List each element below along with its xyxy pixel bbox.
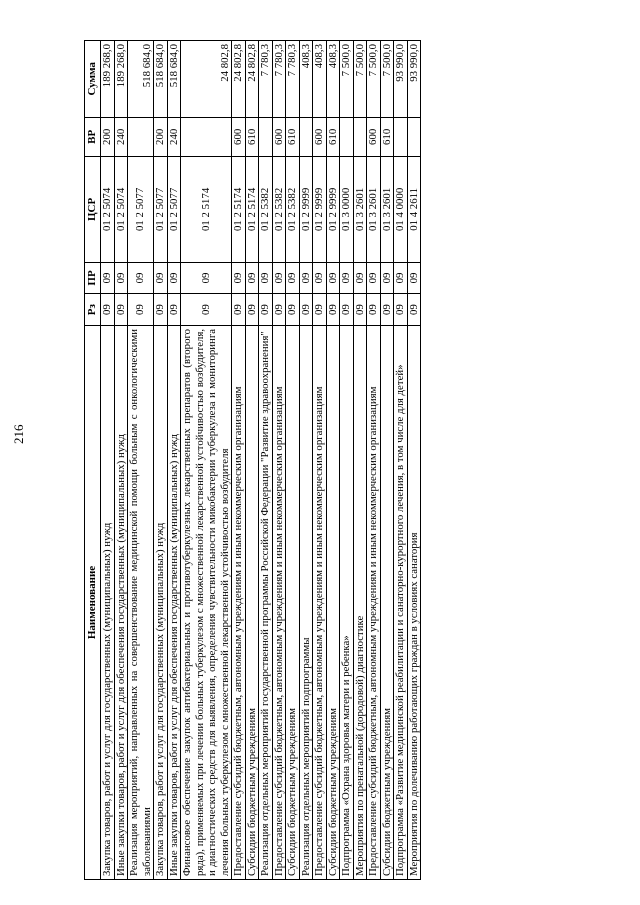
table-row	[367, 41, 381, 880]
cell-pr: 09	[407, 262, 421, 294]
cell-rz: 09	[286, 294, 300, 326]
cell-name: Субсидии бюджетным учреждениям	[245, 325, 259, 879]
cell-csr: 01 2 5382	[286, 157, 300, 263]
cell-csr: 01 2 5382	[272, 157, 286, 263]
table-row	[340, 41, 354, 880]
cell-vr: 600	[367, 117, 381, 157]
cell-rz: 09	[272, 294, 286, 326]
cell-pr: 09	[245, 262, 259, 294]
cell-name: Реализация мероприятий, направленных на совершенствование медицинской помощи больным с онкологическими заболеваниями	[128, 325, 154, 879]
col-header-pr: ПР	[85, 262, 101, 294]
cell-csr: 01 2 5077	[167, 157, 181, 263]
cell-csr: 01 2 9999	[299, 157, 313, 263]
cell-rz: 09	[114, 294, 128, 326]
cell-rz: 09	[326, 294, 340, 326]
cell-vr: 240	[167, 117, 181, 157]
table-row	[313, 41, 327, 880]
cell-vr: 200	[101, 117, 115, 157]
cell-vr: 610	[245, 117, 259, 157]
cell-pr: 09	[394, 262, 408, 294]
cell-name: Предоставление субсидий бюджетным, автономным учреждениям и иным некоммерческим организациям	[367, 325, 381, 879]
cell-name: Реализация отдельных мероприятий государственной программы Российской Федерации "Развитие здравоохранения"	[259, 325, 273, 879]
cell-sum: 24 802,8	[245, 41, 259, 118]
cell-vr: 200	[154, 117, 168, 157]
table-row	[380, 41, 394, 880]
cell-rz: 09	[181, 294, 232, 326]
cell-csr: 01 2 5174	[245, 157, 259, 263]
table-row	[114, 41, 128, 880]
rotated-page	[84, 40, 584, 880]
cell-rz: 09	[154, 294, 168, 326]
cell-name: Субсидии бюджетным учреждениям	[380, 325, 394, 879]
cell-csr: 01 2 5074	[101, 157, 115, 263]
cell-sum: 7 500,0	[380, 41, 394, 118]
cell-csr: 01 3 2601	[353, 157, 367, 263]
table-row	[232, 41, 246, 880]
table-row	[407, 41, 421, 880]
table-row	[272, 41, 286, 880]
cell-sum: 7 500,0	[367, 41, 381, 118]
cell-vr	[128, 117, 154, 157]
col-header-rz: Рз	[85, 294, 101, 326]
cell-sum: 24 802,8	[181, 41, 232, 118]
cell-pr: 09	[353, 262, 367, 294]
cell-vr	[259, 117, 273, 157]
cell-rz: 09	[394, 294, 408, 326]
cell-pr: 09	[181, 262, 232, 294]
cell-name: Мероприятия по пренатальной (дородовой) диагностике	[353, 325, 367, 879]
cell-csr: 01 2 5174	[181, 157, 232, 263]
cell-name: Субсидии бюджетным учреждениям	[326, 325, 340, 879]
cell-pr: 09	[114, 262, 128, 294]
cell-name: Финансовое обеспечение закупок антибактериальных и противотуберкулезных лекарственных препаратов (второго ряда), применяемых при лечении больных туберкулезом с множественной лекарственной устойчивостью возбудителя, и диагностических средств для выявления, определения чувствительности микобактерии туберкулеза и мониторинга лечения больных туберкулезом с множественной лекарственной устойчивостью возбудителя	[181, 325, 232, 879]
cell-sum: 408,3	[326, 41, 340, 118]
cell-pr: 09	[232, 262, 246, 294]
cell-name: Подпрограмма «Охрана здоровья матери и ребенка»	[340, 325, 354, 879]
cell-vr: 600	[272, 117, 286, 157]
cell-pr: 09	[299, 262, 313, 294]
cell-name: Предоставление субсидий бюджетным, автономным учреждениям и иным некоммерческим организациям	[313, 325, 327, 879]
cell-sum: 189 268,0	[114, 41, 128, 118]
cell-sum: 7 780,3	[259, 41, 273, 118]
cell-vr: 610	[286, 117, 300, 157]
table-row	[353, 41, 367, 880]
cell-csr: 01 2 9999	[313, 157, 327, 263]
cell-sum: 518 684,0	[154, 41, 168, 118]
cell-pr: 09	[313, 262, 327, 294]
cell-rz: 09	[245, 294, 259, 326]
cell-csr: 01 2 5077	[128, 157, 154, 263]
cell-name: Предоставление субсидий бюджетным, автономным учреждениям и иным некоммерческим организациям	[272, 325, 286, 879]
cell-rz: 09	[299, 294, 313, 326]
cell-rz: 09	[167, 294, 181, 326]
cell-rz: 09	[367, 294, 381, 326]
cell-pr: 09	[380, 262, 394, 294]
cell-vr: 600	[232, 117, 246, 157]
cell-sum: 7 780,3	[272, 41, 286, 118]
cell-rz: 09	[407, 294, 421, 326]
cell-name: Предоставление субсидий бюджетным, автономным учреждениям и иным некоммерческим организациям	[232, 325, 246, 879]
cell-pr: 09	[167, 262, 181, 294]
col-header-sum: Сумма	[85, 41, 101, 118]
table-row	[154, 41, 168, 880]
cell-name: Закупка товаров, работ и услуг для государственных (муниципальных) нужд	[154, 325, 168, 879]
cell-name: Закупка товаров, работ и услуг для государственных (муниципальных) нужд	[101, 325, 115, 879]
table-row	[299, 41, 313, 880]
cell-sum: 518 684,0	[167, 41, 181, 118]
cell-rz: 09	[259, 294, 273, 326]
cell-sum: 93 990,0	[407, 41, 421, 118]
cell-rz: 09	[128, 294, 154, 326]
cell-name: Реализация отдельных мероприятий подпрограммы	[299, 325, 313, 879]
table-row	[128, 41, 154, 880]
cell-sum: 189 268,0	[101, 41, 115, 118]
cell-csr: 01 3 2601	[367, 157, 381, 263]
table-row	[286, 41, 300, 880]
cell-sum: 7 500,0	[340, 41, 354, 118]
cell-sum: 7 780,3	[286, 41, 300, 118]
cell-pr: 09	[154, 262, 168, 294]
cell-csr: 01 4 2611	[407, 157, 421, 263]
table-body	[101, 41, 421, 880]
cell-pr: 09	[272, 262, 286, 294]
cell-sum: 518 684,0	[128, 41, 154, 118]
cell-pr: 09	[340, 262, 354, 294]
cell-vr	[407, 117, 421, 157]
cell-name: Иные закупки товаров, работ и услуг для обеспечения государственных (муниципальных) нужд	[167, 325, 181, 879]
cell-pr: 09	[101, 262, 115, 294]
cell-rz: 09	[101, 294, 115, 326]
cell-vr	[181, 117, 232, 157]
cell-vr	[394, 117, 408, 157]
col-header-csr: ЦСР	[85, 157, 101, 263]
table-row	[245, 41, 259, 880]
table-header-row	[85, 41, 101, 880]
cell-csr: 01 2 5074	[114, 157, 128, 263]
cell-csr: 01 4 0000	[394, 157, 408, 263]
col-header-name: Наименование	[85, 325, 101, 879]
page-number: 216	[11, 424, 26, 444]
cell-vr: 610	[380, 117, 394, 157]
cell-name: Мероприятия по долечиванию работающих граждан в условиях санатория	[407, 325, 421, 879]
cell-pr: 09	[259, 262, 273, 294]
cell-name: Субсидии бюджетным учреждениям	[286, 325, 300, 879]
cell-rz: 09	[313, 294, 327, 326]
cell-vr: 610	[326, 117, 340, 157]
cell-csr: 01 3 2601	[380, 157, 394, 263]
cell-sum: 7 500,0	[353, 41, 367, 118]
table-row	[101, 41, 115, 880]
cell-pr: 09	[286, 262, 300, 294]
cell-vr: 240	[114, 117, 128, 157]
cell-pr: 09	[326, 262, 340, 294]
cell-csr: 01 3 0000	[340, 157, 354, 263]
cell-vr	[340, 117, 354, 157]
cell-rz: 09	[340, 294, 354, 326]
budget-table	[84, 40, 421, 880]
cell-vr	[353, 117, 367, 157]
cell-csr: 01 2 5382	[259, 157, 273, 263]
cell-sum: 24 802,8	[232, 41, 246, 118]
col-header-vr: ВР	[85, 117, 101, 157]
table-row	[326, 41, 340, 880]
cell-name: Иные закупки товаров, работ и услуг для обеспечения государственных (муниципальных) нужд	[114, 325, 128, 879]
cell-rz: 09	[353, 294, 367, 326]
cell-csr: 01 2 9999	[326, 157, 340, 263]
table-row	[259, 41, 273, 880]
cell-pr: 09	[128, 262, 154, 294]
cell-sum: 408,3	[313, 41, 327, 118]
cell-pr: 09	[367, 262, 381, 294]
cell-rz: 09	[380, 294, 394, 326]
table-row	[394, 41, 408, 880]
cell-sum: 408,3	[299, 41, 313, 118]
cell-rz: 09	[232, 294, 246, 326]
cell-vr: 600	[313, 117, 327, 157]
cell-csr: 01 2 5077	[154, 157, 168, 263]
table-row	[167, 41, 181, 880]
table-row	[181, 41, 232, 880]
cell-vr	[299, 117, 313, 157]
cell-name: Подпрограмма «Развитие медицинской реабилитации и санаторно-курортного лечения, в том числе для детей»	[394, 325, 408, 879]
cell-csr: 01 2 5174	[232, 157, 246, 263]
cell-sum: 93 990,0	[394, 41, 408, 118]
